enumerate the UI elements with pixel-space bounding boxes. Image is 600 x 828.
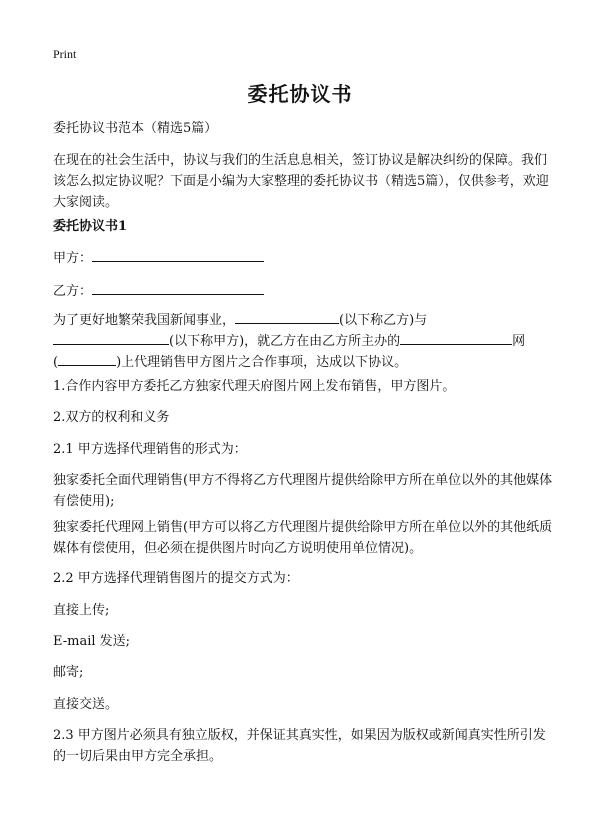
method-4: 直接交送。 <box>53 697 119 712</box>
party-a-line <box>53 248 553 269</box>
document-title: 委托协议书 <box>247 82 353 106</box>
print-label[interactable]: Print <box>53 47 77 61</box>
item-2: 2.双方的权利和义务 <box>53 410 170 425</box>
item-1: 1.合作内容甲方委托乙方独家代理天府图片网上发布销售，甲方图片。 <box>53 379 456 394</box>
para-text-3: (以下称甲方)，就乙方在由乙方所主办的 <box>169 334 401 349</box>
party-b-blank <box>92 281 264 295</box>
blank-1 <box>235 310 339 324</box>
para-text-4: 网 <box>512 334 526 349</box>
blank-4 <box>58 352 116 366</box>
option-1: 独家委托全面代理销售(甲方不得将乙方代理图片提供给除甲方所在单位以外的其他媒体有偿使用); <box>53 473 553 509</box>
method-3: 邮寄; <box>53 665 84 680</box>
item-2-1: 2.1 甲方选择代理销售的形式为： <box>53 442 247 457</box>
subtitle: 委托协议书范本（精选5篇） <box>53 121 218 136</box>
item-2-3: 2.3 甲方图片必须具有独立版权，并保证其真实性，如果因为版权或新闻真实性所引发的一切后果由甲方完全承担。 <box>53 728 546 764</box>
party-a-blank <box>92 248 264 262</box>
para-text-1: 为了更好地繁荣我国新闻事业， <box>53 313 236 328</box>
blank-2 <box>53 331 169 345</box>
agreement-paragraph <box>53 310 553 373</box>
party-a-label: 甲方： <box>53 251 93 266</box>
intro-paragraph: 在现在的社会生活中，协议与我们的生活息息相关，签订协议是解决纠纷的保障。我们该怎么拟定协议呢？下面是小编为大家整理的委托协议书（精选5篇），仅供参考，欢迎大家阅读。 <box>53 153 549 210</box>
party-b-label: 乙方： <box>53 284 93 299</box>
blank-3 <box>400 331 512 345</box>
method-2: E-mail 发送; <box>53 634 131 649</box>
section-heading: 委托协议书1 <box>53 219 128 234</box>
option-2: 独家委托代理网上销售(甲方可以将乙方代理图片提供给除甲方所在单位以外的其他纸质媒体有偿使用，但必须在提供图片时向乙方说明使用单位情况)。 <box>53 520 553 556</box>
para-text-2: (以下称乙方)与 <box>339 313 428 328</box>
para-text-5: ( <box>53 355 59 370</box>
party-b-line <box>53 281 553 302</box>
item-2-2: 2.2 甲方选择代理销售图片的提交方式为： <box>53 571 299 586</box>
para-text-6: )上代理销售甲方图片之合作事项，达成以下协议。 <box>116 355 408 370</box>
method-1: 直接上传; <box>53 603 110 618</box>
